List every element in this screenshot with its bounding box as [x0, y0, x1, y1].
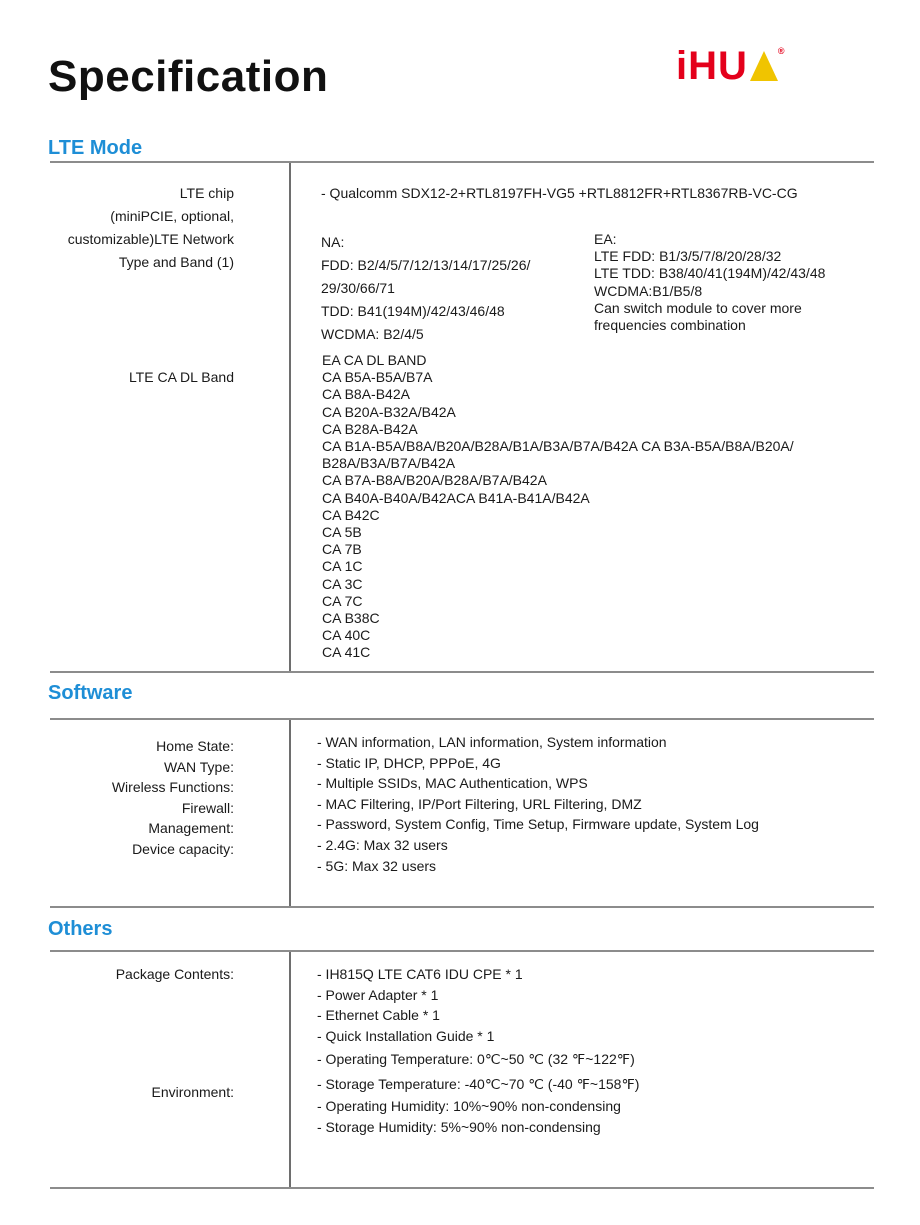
registered-mark-icon: ®: [777, 46, 786, 56]
column-divider: [289, 952, 291, 1187]
page-title: Specification: [48, 52, 329, 101]
environment-label: Environment:: [151, 1084, 234, 1100]
section-heading-software: Software: [48, 682, 133, 704]
band-ea-list: EA: LTE FDD: B1/3/5/7/8/20/28/32 LTE TDD: B38/40/41(194M)/42/43/48 WCDMA:B1/B5/8 Can switch module to cover more frequencies combination: [594, 231, 826, 334]
divider: [50, 1187, 874, 1189]
package-contents-label: Package Contents:: [115, 966, 234, 982]
band-na-list: NA: FDD: B2/4/5/7/12/13/14/17/25/26/ 29/30/66/71 TDD: B41(194M)/42/43/46/48 WCDMA: B2/4/5: [321, 234, 531, 342]
lte-chip-label: LTE chip (miniPCIE, optional, customizable)LTE Network Type and Band (1): [67, 185, 234, 270]
brand-logo: [676, 44, 786, 89]
divider: [50, 161, 874, 163]
environment-list: - Operating Temperature: 0℃~50 ℃ (32 ℉~122℉) - Storage Temperature: -40℃~70 ℃ (-40 ℉~158℉) - Operating Humidity: 10%~90% non-condensing - Storage Humidity: 5%~90% non-condensing: [317, 1051, 640, 1135]
software-labels: Home State: WAN Type: Wireless Functions: Firewall: Management: Device capacity:: [111, 738, 234, 857]
divider: [50, 671, 874, 673]
package-contents-list: - IH815Q LTE CAT6 IDU CPE * 1 - Power Adapter * 1 - Ethernet Cable * 1 - Quick Installation Guide * 1: [317, 966, 523, 1044]
section-heading-others: Others: [48, 918, 113, 940]
ca-band-list: EA CA DL BAND CA B5A-B5A/B7A CA B8A-B42A CA B20A-B32A/B42A CA B28A-B42A CA B1A-B5A/B8A/B20A/B28A/B1A/B3A/B7A/B42A CA B3A-B5A/B8A/B20A/ B28A/B3A/B7A/B42A CA B7A-B8A/B20A/B28A/B7A/B42A CA B40A-B40A/B42ACA B41A-B41A/B42A CA B42C CA 5B CA 7B CA 1C CA 3C CA 7C CA B38C CA 40C CA 41C: [322, 352, 794, 661]
divider: [50, 906, 874, 908]
lte-ca-label: LTE CA DL Band: [128, 369, 234, 385]
lte-chip-value: - Qualcomm SDX12-2+RTL8197FH-VG5 +RTL8812FR+RTL8367RB-VC-CG: [321, 185, 798, 201]
column-divider: [289, 163, 291, 671]
software-values: - WAN information, LAN information, System information - Static IP, DHCP, PPPoE, 4G - Multiple SSIDs, MAC Authentication, WPS - MAC Filtering, IP/Port Filtering, URL Filtering, DMZ - Password, System Config, Time Setup, Firmware update, System Log - 2.4G: Max 32 users - 5G: Max 32 users: [317, 734, 759, 874]
column-divider: [289, 720, 291, 906]
logo-text: iHU: [676, 44, 748, 88]
divider: [50, 950, 874, 952]
section-heading-lte: LTE Mode: [48, 137, 143, 159]
divider: [50, 718, 874, 720]
logo-triangle-icon: [750, 51, 778, 81]
